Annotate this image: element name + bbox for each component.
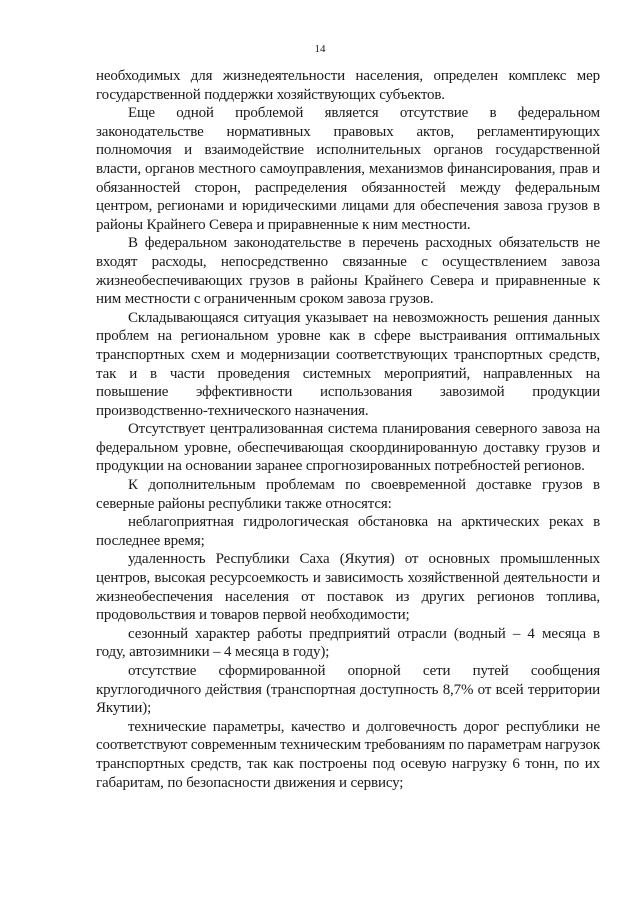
- paragraph: необходимых для жизнедеятельности населения, определен комплекс мер государственной поддержки хозяйствующих субъектов.: [96, 68, 600, 103]
- list-item: технические параметры, качество и долговечность дорог республики не соответствуют современным техническим требованиям по параметрам нагрузок транспортных средств, так как построены под осевую нагрузку 6 тонн, по их габаритам, по безопасности движения и сервису;: [96, 718, 600, 791]
- paragraph: Еще одной проблемой является отсутствие в федеральном законодательстве нормативных правовых актов, регламентирующих полномочия и взаимодействие исполнительных органов государственной власти, органов местного самоуправления, механизмов финансирования, прав и обязанностей сторон, распределения обязанностей между федеральным центром, регионами и юридическими лицами для обеспечения завоза грузов в районы Крайнего Севера и приравненные к ним местности.: [96, 105, 600, 233]
- list-item: сезонный характер работы предприятий отрасли (водный – 4 месяца в году, автозимники – 4 месяца в году);: [96, 625, 600, 661]
- page-number: 14: [314, 43, 326, 55]
- paragraph: Складывающаяся ситуация указывает на невозможность решения данных проблем на региональном уровне как в сфере выстраивания оптимальных транспортных схем и модернизации соответствующих транспортных средств, так и в части проведения системных мероприятий, направленных на повышение эффективности использования завозимой продукции производственно-технического назначения.: [96, 309, 600, 419]
- list-item: неблагоприятная гидрологическая обстановка на арктических реках в последнее время;: [96, 514, 600, 549]
- paragraph: Отсутствует централизованная система планирования северного завоза на федеральном уровне, обеспечивающая скоординированную доставку грузов и продукции на основании заранее спрогнозированных потребностей регионов.: [96, 421, 600, 475]
- paragraph: В федеральном законодательстве в перечень расходных обязательств не входят расходы, непосредственно связанные с осуществлением завоза жизнеобеспечивающих грузов в районы Крайнего Севера и приравненные к ним местности с ограниченным сроком завоза грузов.: [96, 235, 600, 308]
- paragraph: К дополнительным проблемам по своевременной доставке грузов в северные районы республики также относятся:: [96, 477, 600, 512]
- list-item: отсутствие сформированной опорной сети путей сообщения круглогодичного действия (транспортная доступность 8,7% от всей территории Якутии);: [96, 663, 600, 717]
- list-item: удаленность Республики Саха (Якутия) от основных промышленных центров, высокая ресурсоемкость и зависимость хозяйственной деятельности и жизнеобеспечения населения от поставок из других регионов топлива, продовольствия и товаров первой необходимости;: [96, 551, 600, 624]
- body-text: [96, 67, 600, 792]
